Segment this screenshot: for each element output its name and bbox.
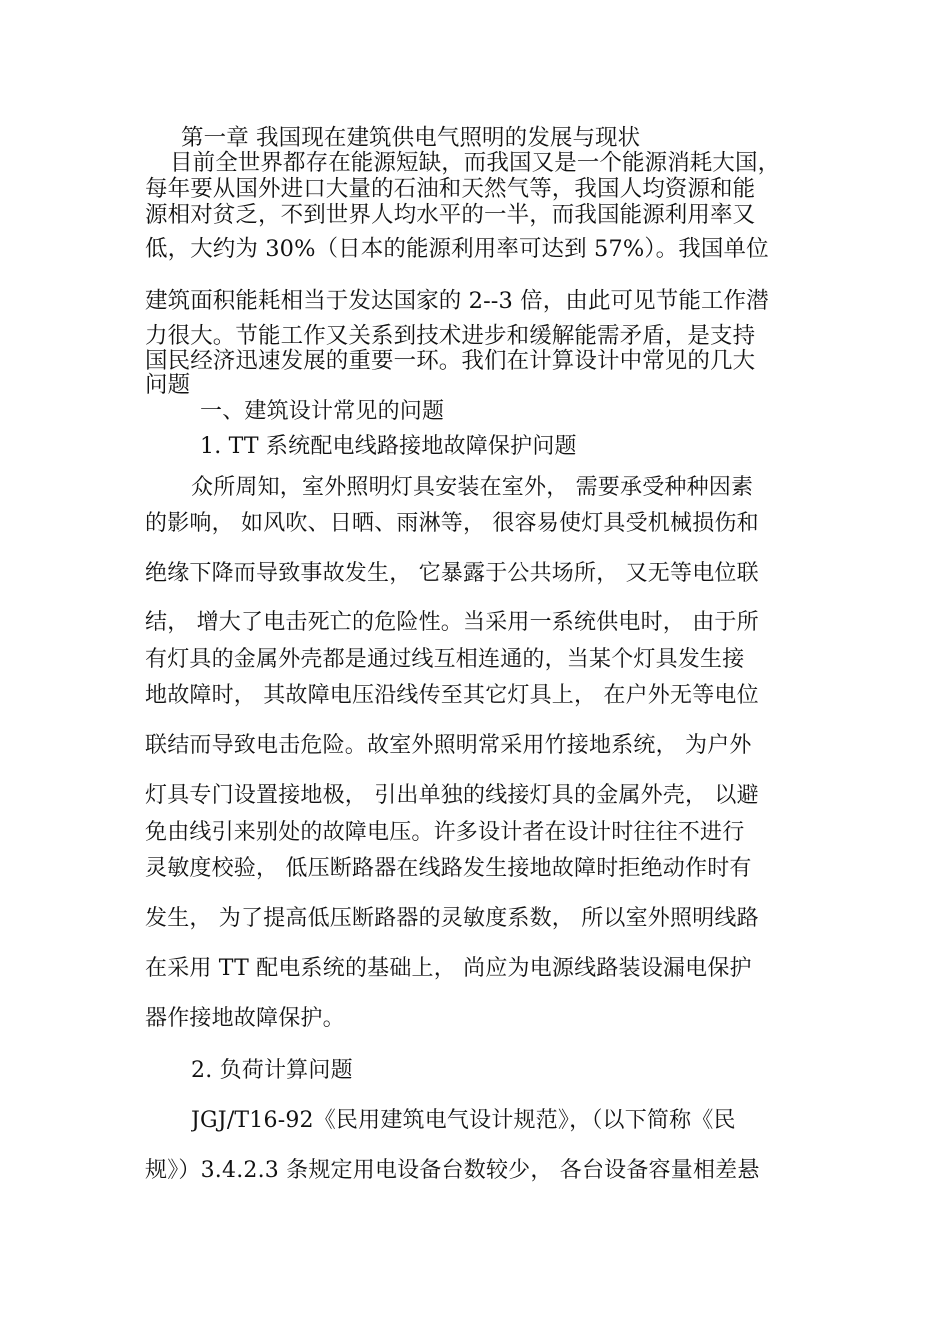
section-heading: 一、建筑设计常见的问题 — [200, 399, 445, 424]
intro-line: 国民经济迅速发展的重要一环。我们在计算设计中常见的几大 — [145, 348, 756, 374]
subsection-1-heading: 1. TT 系统配电线路接地故障保护问题 — [200, 434, 577, 459]
body-line: 绝缘下降而导致事故发生， 它暴露于公共场所， 又无等电位联 — [145, 561, 759, 586]
body-line: 有灯具的金属外壳都是通过线互相连通的，当某个灯具发生接 — [145, 647, 745, 672]
body-line: 众所周知，室外照明灯具安装在室外， 需要承受种种因素 — [191, 475, 754, 500]
body-line: 结， 增大了电击死亡的危险性。当采用一系统供电时， 由于所 — [145, 610, 759, 635]
intro-line: 目前全世界都存在能源短缺，而我国又是一个能源消耗大国， — [170, 150, 781, 176]
intro-line: 建筑面积能耗相当于发达国家的 2--3 倍，由此可见节能工作潜 — [145, 288, 769, 314]
body-line: 灵敏度校验， 低压断路器在线路发生接地故障时拒绝动作时有 — [145, 856, 752, 881]
body-line: 地故障时， 其故障电压沿线传至其它灯具上， 在户外无等电位 — [145, 683, 759, 708]
body-line: 器作接地故障保护。 — [145, 1006, 345, 1031]
body-line: 灯具专门设置接地极， 引出单独的线接灯具的金属外壳， 以避 — [145, 783, 759, 808]
body-line: 发生， 为了提高低压断路器的灵敏度系数， 所以室外照明线路 — [145, 906, 759, 931]
subsection-2-heading: 2. 负荷计算问题 — [191, 1058, 353, 1083]
intro-line: 源相对贫乏，不到世界人均水平的一半，而我国能源利用率又 — [145, 202, 756, 228]
body-line: 规》）3.4.2.3 条规定用电设备台数较少， 各台设备容量相差悬 — [145, 1158, 760, 1183]
body-line: 在采用 TT 配电系统的基础上， 尚应为电源线路装设漏电保护 — [145, 956, 752, 981]
body-line: 的影响， 如风吹、日晒、雨淋等， 很容易使灯具受机械损伤和 — [145, 511, 759, 536]
body-line: 联结而导致电击危险。故室外照明常采用竹接地系统， 为户外 — [145, 733, 752, 758]
intro-line: 每年要从国外进口大量的石油和天然气等，我国人均资源和能 — [145, 176, 756, 202]
chapter-title: 第一章 我国现在建筑供电气照明的发展与现状 — [181, 125, 641, 151]
intro-line: 低，大约为 30%（日本的能源利用率可达到 57%）。我国单位 — [145, 236, 769, 262]
body-line: 免由线引来别处的故障电压。许多设计者在设计时往往不进行 — [145, 820, 745, 845]
intro-line: 力很大。节能工作又关系到技术进步和缓解能需矛盾，是支持 — [145, 323, 756, 349]
intro-line: 问题 — [145, 372, 191, 398]
body-line: JGJ/T16-92《民用建筑电气设计规范》，（以下简称《民 — [191, 1108, 736, 1133]
